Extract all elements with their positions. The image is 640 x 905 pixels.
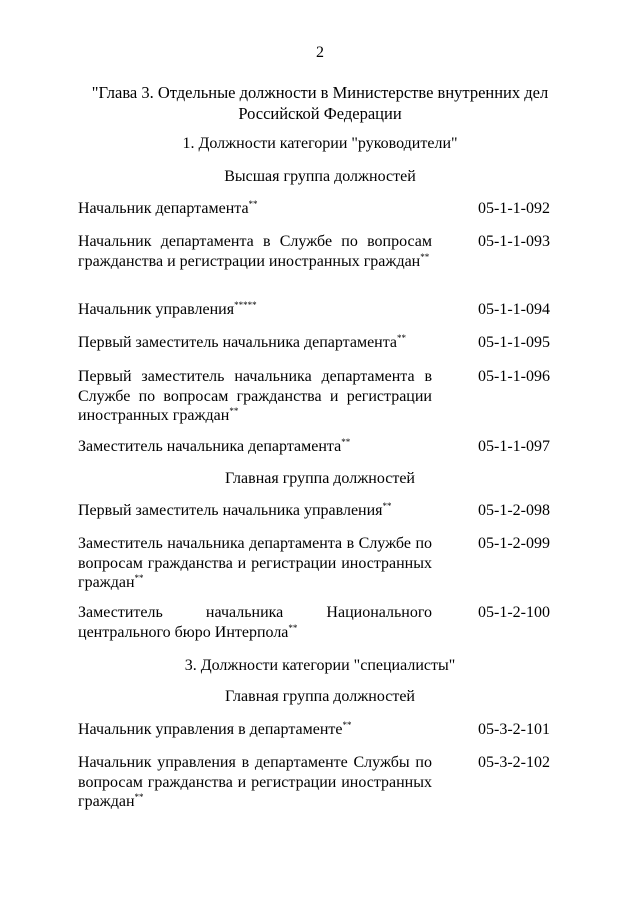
footnote-mark: ** (397, 333, 407, 343)
position-code: 05-1-2-098 (478, 502, 550, 519)
position-row (78, 199, 558, 219)
position-code: 05-3-2-102 (478, 754, 550, 771)
position-row (78, 437, 558, 457)
group-heading-main-specialists: Главная группа должностей (225, 688, 415, 705)
footnote-mark: ** (341, 437, 351, 447)
position-code: 05-1-1-092 (478, 200, 550, 217)
group-heading-main: Главная группа должностей (225, 470, 415, 487)
position-row (78, 232, 558, 271)
position-row (78, 720, 558, 740)
group-heading-highest: Высшая группа должностей (224, 168, 416, 185)
position-title: Начальник управления в департаменте Службы по вопросам гражданства и регистрации иностранных граждан** (78, 754, 432, 810)
position-row (78, 534, 558, 593)
position-title: Начальник управления***** (78, 300, 257, 318)
position-title: Первый заместитель начальника управления** (78, 501, 392, 519)
footnote-mark: ** (382, 501, 392, 511)
footnote-mark: ** (248, 199, 258, 209)
footnote-mark: ** (420, 251, 430, 262)
section-heading-managers: 1. Должности категории "руководители" (182, 135, 458, 152)
section-heading-specialists: 3. Должности категории "специалисты" (184, 657, 456, 674)
footnote-mark: ***** (234, 300, 257, 310)
position-code: 05-3-2-101 (478, 721, 550, 738)
chapter-title-line-2: Российской Федерации (238, 104, 402, 123)
position-title: Первый заместитель начальника департамента в Службе по вопросам гражданства и регистрации иностранных граждан** (78, 368, 432, 424)
position-code: 05-1-1-095 (478, 334, 550, 351)
position-row (78, 300, 558, 320)
position-title: Начальник управления в департаменте** (78, 720, 352, 738)
position-code: 05-1-1-093 (478, 233, 550, 250)
position-title: Заместитель начальника департамента** (78, 437, 351, 455)
chapter-title (90, 82, 550, 124)
position-row (78, 603, 558, 642)
footnote-mark: ** (134, 792, 144, 802)
page-number: 2 (316, 44, 324, 61)
chapter-title-line-1: "Глава 3. Отдельные должности в Министерстве внутренних дел (91, 83, 549, 102)
footnote-mark: ** (288, 622, 298, 633)
position-row (78, 333, 558, 353)
position-code: 05-1-1-096 (478, 368, 550, 385)
position-row (78, 753, 558, 812)
position-title: Заместитель начальника департамента в Службе по вопросам гражданства и регистрации иностранных граждан** (78, 535, 432, 591)
position-code: 05-1-1-097 (478, 438, 550, 455)
footnote-mark: ** (342, 720, 352, 730)
position-row (78, 367, 558, 426)
position-row (78, 501, 558, 521)
position-title: Начальник департамента в Службе по вопросам гражданства и регистрации иностранных граждан** (78, 233, 432, 270)
position-code: 05-1-1-094 (478, 301, 550, 318)
position-title: Заместитель начальника Национального центрального бюро Интерпола** (78, 604, 432, 641)
footnote-mark: ** (134, 573, 144, 583)
position-title: Начальник департамента** (78, 199, 258, 217)
position-title: Первый заместитель начальника департамента** (78, 333, 407, 351)
footnote-mark: ** (229, 406, 239, 416)
position-code: 05-1-2-099 (478, 535, 550, 552)
position-code: 05-1-2-100 (478, 604, 550, 621)
